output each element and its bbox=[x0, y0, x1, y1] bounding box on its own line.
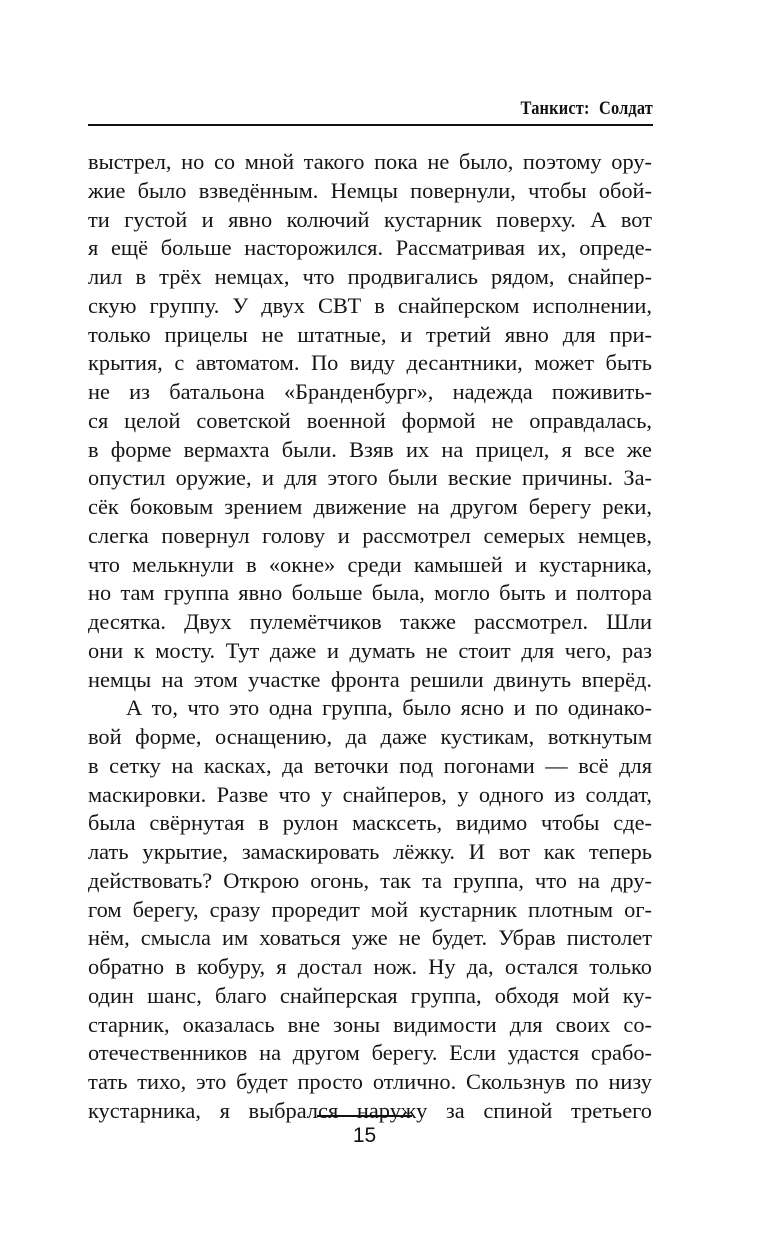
text-line: отечественников на другом берегу. Если удастся срабо- bbox=[88, 1040, 652, 1066]
text-line: ся целой советской военной формой не оправдалась, bbox=[88, 407, 652, 433]
body-text bbox=[88, 148, 652, 1126]
text-line: десятка. Двух пулемётчиков также рассмотрел. Шли bbox=[88, 609, 652, 634]
text-line: сёк боковым зрением движение на другом берегу реки, bbox=[88, 494, 652, 519]
text-line: старник, оказалась вне зоны видимости для своих со- bbox=[88, 1011, 652, 1037]
text-line: кустарника, я выбрался наружу за спиной третьего bbox=[88, 1097, 652, 1123]
text-line: ти густой и явно колючий кустарник поверху. А вот bbox=[88, 206, 652, 232]
footer-rule bbox=[317, 1115, 412, 1117]
text-line: скую группу. У двух СВТ в снайперском исполнении, bbox=[88, 292, 652, 318]
text-line: лать укрытие, замаскировать лёжку. И вот как теперь bbox=[88, 839, 652, 864]
paragraph-first-line: А то, что это одна группа, было ясно и по одинако- bbox=[126, 695, 652, 721]
text-line: маскировки. Разве что у снайперов, у одного из солдат, bbox=[88, 781, 652, 807]
text-line: жие было взведённым. Немцы повернули, чтобы обой- bbox=[88, 177, 652, 203]
text-line: только прицелы не штатные, и третий явно для при- bbox=[88, 321, 652, 347]
text-line: в сетку на касках, да веточки под погонами — всё для bbox=[88, 752, 652, 778]
text-line: крытия, с автоматом. По виду десантники, может быть bbox=[88, 350, 652, 376]
text-line: но там группа явно больше была, могло быть и полтора bbox=[88, 580, 652, 606]
text-line: действовать? Открою огонь, так та группа, что на дру- bbox=[88, 867, 652, 893]
text-line: что мелькнули в «окне» среди камышей и кустарника, bbox=[88, 551, 652, 577]
running-title: Танкист: Солдат bbox=[520, 98, 653, 119]
text-line: нём, смысла им ховаться уже не будет. Убрав пистолет bbox=[88, 925, 652, 951]
text-line: обратно в кобуру, я достал нож. Ну да, остался только bbox=[88, 954, 652, 979]
text-line: лил в трёх немцах, что продвигались рядом, снайпер- bbox=[88, 264, 652, 289]
text-line: в форме вермахта были. Взяв их на прицел, я все же bbox=[88, 436, 652, 462]
paragraph-last-line: немцы на этом участке фронта решили двинуть вперёд. bbox=[88, 666, 652, 692]
text-line: опустил оружие, и для этого были веские причины. За- bbox=[88, 465, 652, 491]
page-number: 15 bbox=[352, 1124, 377, 1147]
text-line: я ещё больше насторожился. Рассматривая их, опреде- bbox=[88, 235, 652, 261]
text-line: гом берегу, сразу проредит мой кустарник плотным ог- bbox=[88, 896, 652, 922]
text-line: тать тихо, это будет просто отлично. Скользнув по низу bbox=[88, 1069, 652, 1094]
text-line: они к мосту. Тут даже и думать не стоит для чего, раз bbox=[88, 637, 652, 663]
text-line: не из батальона «Бранденбург», надежда поживить- bbox=[88, 379, 652, 404]
text-line: выстрел, но со мной такого пока не было, поэтому ору- bbox=[88, 149, 652, 174]
text-line: один шанс, благо снайперская группа, обходя мой ку- bbox=[88, 982, 652, 1008]
text-line: слегка повернул голову и рассмотрел семерых немцев, bbox=[88, 522, 652, 548]
running-header bbox=[88, 96, 653, 126]
text-line: вой форме, оснащению, да даже кустикам, воткнутым bbox=[88, 724, 652, 749]
text-line: была свёрнутая в рулон масксеть, видимо чтобы сде- bbox=[88, 810, 652, 836]
